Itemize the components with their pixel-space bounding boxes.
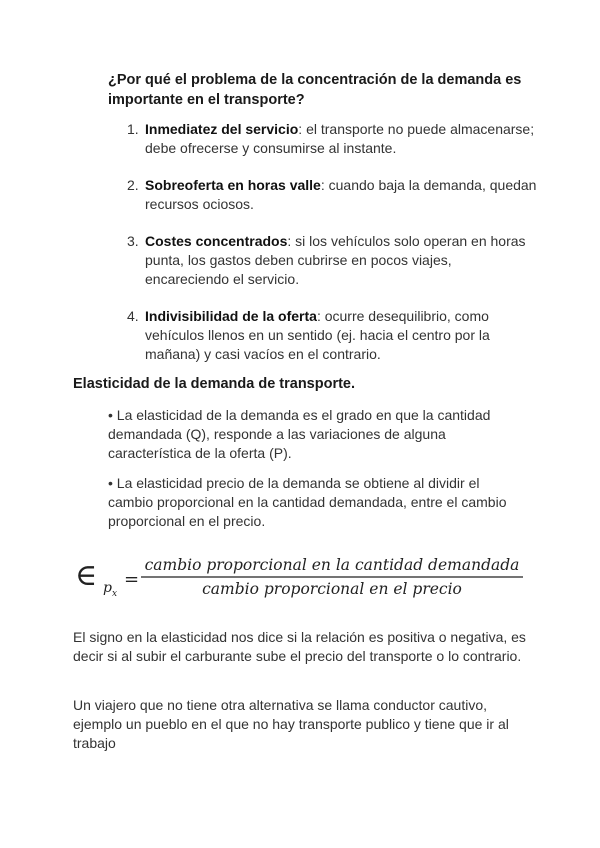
list-number: 4. [127, 308, 139, 324]
formula-symbol: ∈ [75, 558, 98, 593]
question-heading: ¿Por qué el problema de la concentración de la demanda es importante en el transporte? [108, 72, 522, 108]
list-item [108, 176, 538, 214]
list-term: Inmediatez del servicio [145, 121, 299, 137]
formula-equals: = [124, 569, 140, 590]
paragraph: El signo en la elasticidad nos dice si la relación es positiva o negativa, es decir si al subir el carburante sube el precio del transporte o lo contrario. [73, 629, 526, 664]
formula-subscript: p [103, 580, 112, 596]
list-item [108, 232, 538, 289]
list-text: : cuando baja la demanda, quedan recursos ociosos. [145, 177, 537, 212]
list-text: : el transporte no puede almacenarse; debe ofrecerse y consumirse al instante. [145, 121, 535, 156]
list-term: Costes concentrados [145, 233, 288, 249]
list-item [108, 120, 538, 158]
bullet-paragraph: • La elasticidad de la demanda es el grado en que la cantidad demandada (Q), responde a las variaciones de alguna característica de la oferta (P). [108, 407, 491, 461]
list-term: Indivisibilidad de la oferta [145, 308, 317, 324]
section-heading: Elasticidad de la demanda de transporte. [73, 376, 356, 392]
list-term: Sobreoferta en horas valle [145, 177, 321, 193]
formula-subsubscript: x [112, 589, 118, 599]
bullet-paragraph: • La elasticidad precio de la demanda se obtiene al dividir el cambio proporcional en la cantidad demandada, entre el cambio proporcional en el precio. [108, 475, 507, 529]
list-number: 1. [127, 121, 139, 137]
reasons-list [108, 120, 538, 364]
list-number: 2. [127, 177, 139, 193]
list-item [108, 307, 538, 364]
formula-denominator: cambio proporcional en el precio [202, 580, 462, 598]
paragraph: Un viajero que no tiene otra alternativa se llama conductor cautivo, ejemplo un pueblo en el que no hay transporte publico y tiene que ir al trabajo [73, 697, 509, 751]
formula-numerator: cambio proporcional en la cantidad demandada [144, 556, 520, 574]
list-text: : ocurre desequilibrio, como vehículos llenos en un sentido (ej. hacia el centro por la mañana) y casi vacíos en el contrario. [145, 308, 490, 362]
elasticity-formula [73, 548, 525, 604]
list-text: : si los vehículos solo operan en horas punta, los gastos deben cubrirse en pocos viajes, encareciendo el servicio. [145, 233, 526, 287]
list-number: 3. [127, 233, 139, 249]
